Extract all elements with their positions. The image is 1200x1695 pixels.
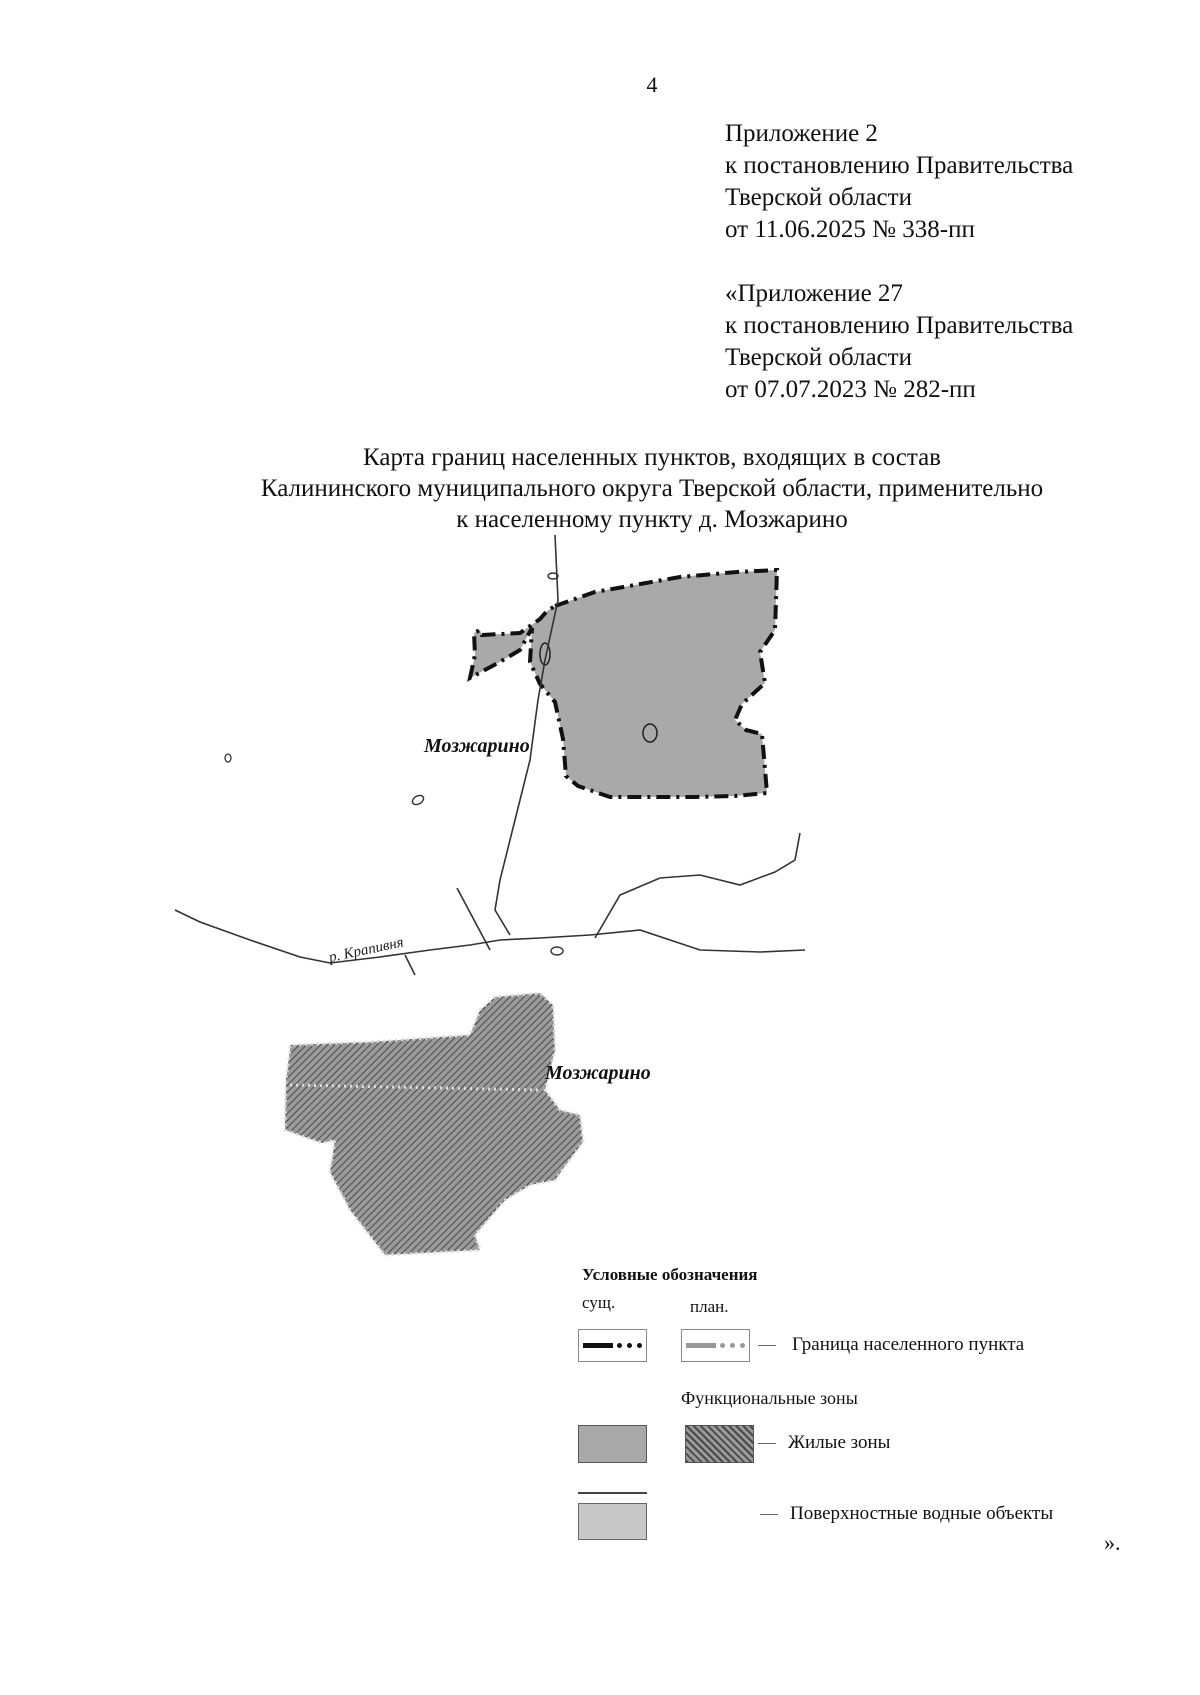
legend-existing-residential-swatch (578, 1425, 647, 1463)
annex-original-line: к постановлению Правительства (725, 312, 1074, 339)
road (457, 888, 490, 950)
legend-boundary-label: Граница населенного пункта (792, 1334, 1025, 1355)
river-label: р. Крапивня (327, 934, 406, 966)
legend-leader-line (758, 1345, 776, 1346)
annex-original-line: «Приложение 27 (725, 280, 903, 307)
legend-planned-residential-swatch (685, 1425, 754, 1463)
legend-existing-boundary-swatch (578, 1329, 647, 1362)
road (405, 955, 415, 975)
legend-planned-label: план. (690, 1297, 729, 1316)
small-pond (551, 947, 563, 955)
annex-current-line: от 11.06.2025 № 338-пп (725, 216, 975, 243)
closing-quote: ». (1104, 1530, 1121, 1555)
road (595, 833, 800, 938)
river-line (175, 910, 805, 963)
title-line: Калининского муниципального округа Тверской области, применительно (260, 475, 1044, 502)
legend-water-swatch (578, 1503, 647, 1540)
page-number: 4 (646, 72, 658, 97)
title-line: к населенному пункту д. Мозжарино (456, 506, 848, 533)
legend-functional-zones: Функциональные зоны (681, 1388, 858, 1408)
legend-heading: Условные обозначения (582, 1265, 758, 1284)
title-line: Карта границ населенных пунктов, входящих в состав (363, 444, 941, 471)
annex-current-line: Приложение 2 (725, 120, 878, 147)
legend-water-line-swatch (578, 1492, 647, 1494)
legend-existing-label: сущ. (582, 1293, 616, 1312)
planned-residential-zone (285, 993, 583, 1255)
legend-leader-line (760, 1514, 778, 1515)
settlement-label-existing: Мозжарино (424, 735, 530, 757)
settlement-label-planned: Мозжарино (545, 1062, 651, 1084)
legend-planned-boundary-swatch (681, 1329, 750, 1362)
legend-residential-label: Жилые зоны (788, 1432, 891, 1453)
annex-current-line: Тверской области (725, 184, 912, 211)
annex-original-line: Тверской области (725, 344, 912, 371)
small-pond (411, 794, 425, 807)
annex-original-line: от 07.07.2023 № 282-пп (725, 376, 976, 403)
small-pond (225, 754, 231, 762)
annex-current-line: к постановлению Правительства (725, 152, 1074, 179)
legend-water-label: Поверхностные водные объекты (790, 1503, 1054, 1524)
legend-leader-line (758, 1443, 776, 1444)
existing-residential-zone (470, 570, 777, 797)
